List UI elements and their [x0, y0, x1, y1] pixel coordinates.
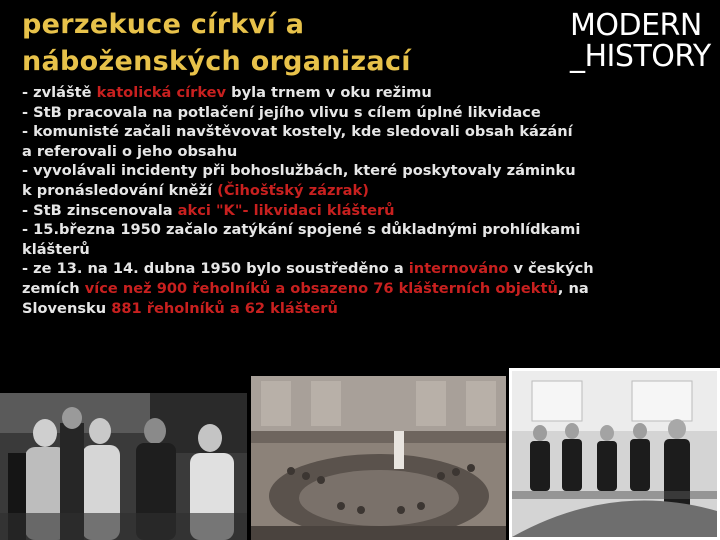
highlight-span: více než 900 řeholníků a obsazeno 76 klášterních objektů [84, 279, 558, 297]
text-span: byla trnem v oku režimu [226, 84, 432, 101]
text-span: - zvláště [22, 84, 97, 101]
highlight-span: 881 řeholníků a 62 klášterů [111, 299, 338, 317]
text-line [22, 279, 712, 299]
text-line [22, 181, 712, 201]
highlight-span: katolická církev [96, 84, 227, 101]
slide-title [22, 6, 542, 80]
text-span: k pronásledování kněží [22, 181, 218, 199]
text-line [22, 299, 712, 319]
title-line-1: perzekuce církví a [22, 9, 305, 40]
text-span: - ze 13. na 14. dubna 1950 bylo soustředěno a [22, 260, 409, 278]
text-line: a referovali o jeho obsahu [22, 142, 238, 160]
text-line: - 15.března 1950 začalo zatýkání spojené s důkladnými prohlídkami [22, 221, 581, 239]
text-line: - komunisté začali navštěvovat kostely, kde sledovali obsah kázání [22, 123, 573, 141]
text-span: , na [557, 279, 589, 297]
text-span: zemích [22, 279, 85, 297]
text-line [22, 83, 712, 103]
title-line-2: náboženských organizací [22, 46, 411, 77]
slide-body [22, 83, 712, 318]
text-line: - vyvolávali incidenty při bohoslužbách, které poskytovaly záminku [22, 162, 576, 180]
text-span: - StB zinscenovala [22, 201, 178, 219]
text-line [22, 259, 712, 279]
text-line: - StB pracovala na potlačení jejího vlivu s cílem úplné likvidace [22, 103, 541, 121]
text-line [22, 201, 712, 221]
logo-line-1: MODERN [570, 8, 702, 43]
photo-trial-hall [509, 368, 720, 540]
photo-defendants [0, 393, 247, 540]
highlight-span: internováno [408, 260, 509, 278]
text-line: klášterů [22, 240, 90, 258]
photo-courtroom [251, 376, 506, 540]
text-span: Slovensku [22, 299, 112, 317]
logo-line-2: _HISTORY [570, 39, 711, 74]
text-span: v českých [508, 260, 594, 278]
highlight-span: akci "K"- likvidaci klášterů [177, 201, 395, 219]
highlight-span: (Čihošťský zázrak) [217, 181, 369, 199]
modern-history-logo [570, 10, 710, 72]
